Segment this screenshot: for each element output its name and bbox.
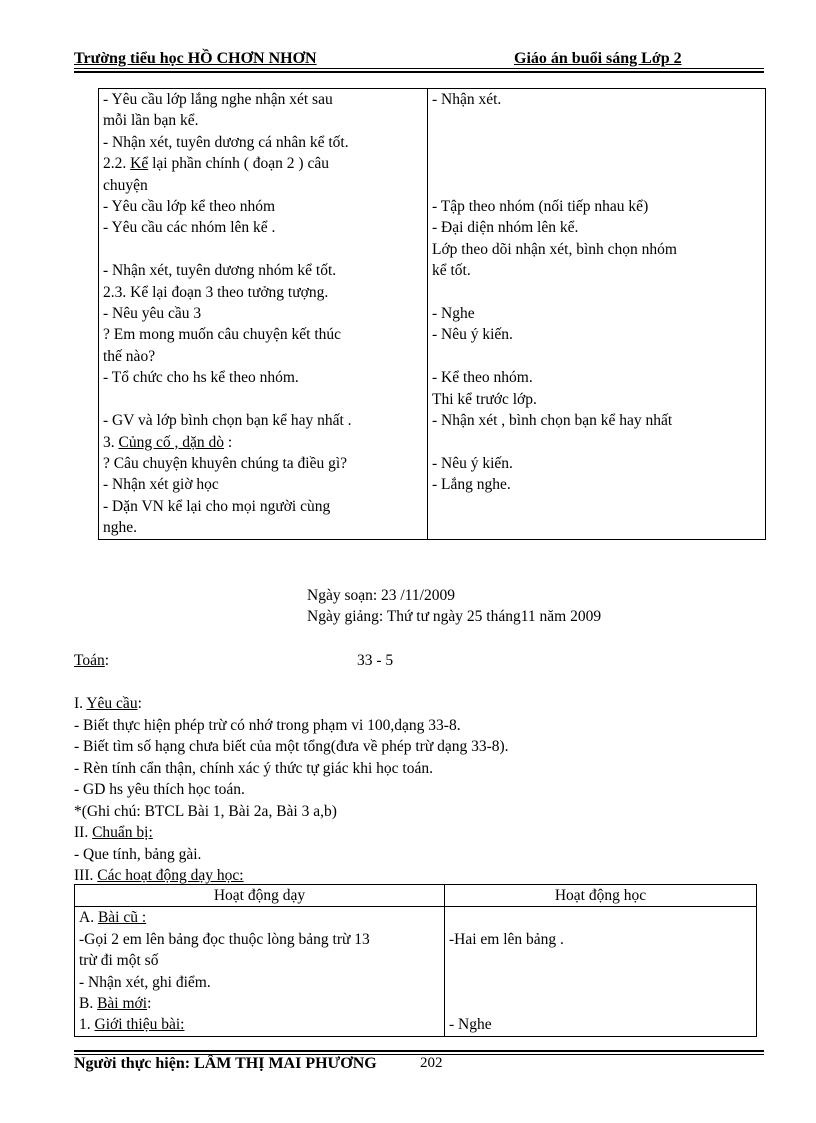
section-number: III. [74, 867, 94, 884]
table1-left-line: ? Câu chuyện khuyên chúng ta điều gì? [103, 454, 348, 472]
list-item: - Biết tìm số hạng chưa biết của một tổng(đưa về phép trừ dạng 33-8). [74, 738, 509, 755]
column-header: Hoạt động dạy [75, 885, 445, 907]
table-row [75, 907, 757, 1036]
table1-right-line: - Tập theo nhóm (nối tiếp nhau kể) [432, 198, 649, 216]
table2-right-cell [445, 907, 757, 1036]
table1-left-line: - Nhận xét giờ học [103, 476, 219, 494]
date-prepared [307, 585, 455, 607]
table1-right-line: - Nêu ý kiến. [432, 454, 513, 472]
table2-left-line: -Gọi 2 em lên bảng đọc thuộc lòng bảng trừ 13 [79, 930, 370, 948]
table2-left-line: - Nhận xét, ghi điểm. [79, 973, 211, 991]
table1-left-line: - GV và lớp bình chọn bạn kể hay nhất . [103, 412, 352, 430]
table1-right-line: - Lắng nghe. [432, 476, 511, 494]
list-item: - Que tính, bảng gài. [74, 845, 202, 863]
teacher-name: Người thực hiện: LÂM THỊ MAI PHƯƠNG [74, 1055, 377, 1072]
table1-right-line: kể tốt. [432, 262, 471, 280]
list-item: - GD hs yêu thích học toán. [74, 781, 245, 798]
table2-right-line [449, 950, 756, 971]
table-header-row [75, 885, 757, 907]
page-number: 202 [420, 1055, 443, 1071]
school-name: Trường tiểu học HỒ CHƠN NHƠN [74, 50, 317, 67]
heading-underlined: Kể [130, 155, 149, 173]
table1-right-line: Lớp theo dõi nhận xét, bình chọn nhóm [432, 240, 677, 258]
activity-table-1 [98, 88, 766, 540]
table-row [99, 89, 766, 540]
table1-left-line: - Dặn VN kể lại cho mọi người cùng [103, 497, 331, 515]
table2-left-line: B. Bài mới: [79, 995, 152, 1013]
table1-right-line: - Nhận xét , bình chọn bạn kể hay nhất [432, 412, 673, 430]
table1-right-line [432, 496, 765, 517]
table2-right-line [449, 993, 756, 1014]
table1-right-line: Thi kể trước lớp. [432, 390, 537, 408]
heading-underlined: Bài cũ : [97, 909, 147, 927]
table2-left-line: trừ đi một số [79, 952, 159, 970]
table1-left-line: mỗi lần bạn kể. [103, 112, 199, 130]
table1-left-line: chuyện [103, 176, 148, 194]
table1-right-line: - Nhận xét. [432, 91, 502, 108]
lesson-subject [74, 650, 109, 672]
section-title: Các hoạt động dạy học: [97, 867, 244, 884]
column-header: Hoạt động học [445, 885, 757, 907]
table1-right-line: - Kể theo nhóm. [432, 369, 533, 387]
date-taught-value: Thứ tư ngày 25 tháng11 năm 2009 [386, 608, 602, 625]
table1-left-line: thế nào? [103, 347, 156, 365]
table1-left-line: 2.3. Kể lại đoạn 3 theo tưởng tượng. [103, 283, 329, 301]
date-taught [307, 606, 601, 628]
table2-left-cell [75, 907, 445, 1036]
section-heading [74, 822, 764, 844]
section-heading [74, 693, 764, 715]
table1-left-line: - Nhận xét, tuyên dương cá nhân kể tốt. [103, 133, 349, 151]
date-taught-label: Ngày giảng: [307, 608, 384, 625]
table1-left-line: - Nhận xét, tuyên dương nhóm kể tốt. [103, 262, 337, 280]
section-colon: : [137, 695, 142, 712]
section-number: I. [74, 695, 84, 712]
header-rule [74, 68, 764, 69]
header-rule-thick [74, 71, 764, 73]
lesson-title: 33 - 5 [357, 652, 394, 669]
table2-right-line: -Hai em lên bảng . [449, 930, 564, 948]
list-item: - Rèn tính cẩn thận, chính xác ý thức tự giác khi học toán. [74, 759, 433, 777]
footer-rule-thick [74, 1050, 764, 1052]
table2-right-line: - Nghe [449, 1016, 492, 1034]
table1-left-line [103, 239, 427, 260]
table1-left-line: - Yêu cầu các nhóm lên kể . [103, 219, 276, 237]
table1-right-line: - Nêu ý kiến. [432, 326, 513, 344]
table1-left-line [103, 389, 427, 410]
table1-left-line: - Tổ chức cho hs kể theo nhóm. [103, 369, 299, 387]
table1-right-line [432, 432, 765, 453]
table1-right-line [432, 110, 765, 131]
plan-title: Giáo án buổi sáng Lớp 2 [514, 50, 682, 67]
list-item: *(Ghi chú: BTCL Bài 1, Bài 2a, Bài 3 a,b) [74, 802, 337, 820]
table2-left-line: A. Bài cũ : [79, 909, 147, 927]
subject-colon: : [104, 652, 110, 669]
activity-table-2 [74, 884, 757, 1037]
table1-left-line: ? Em mong muốn câu chuyện kết thúc [103, 326, 342, 344]
table1-right-cell [428, 89, 766, 540]
heading-underlined: Củng cố , dặn dò [118, 433, 224, 451]
section-number: II. [74, 824, 89, 841]
section-title: Yêu cầu [86, 695, 138, 712]
table2-right-line [449, 907, 756, 928]
heading-underlined: Giới thiệu bài: [94, 1016, 185, 1034]
table1-left-line: 2.2. Kể lại phần chính ( đoạn 2 ) câu [103, 155, 329, 173]
table1-right-line: - Đại diện nhóm lên kể. [432, 219, 579, 237]
table1-right-line [432, 282, 765, 303]
table1-right-line [432, 153, 765, 174]
subject-name: Toán [74, 652, 105, 669]
table1-left-line: - Yêu cầu lớp lắng nghe nhận xét sau [103, 91, 333, 108]
heading-underlined: Bài mới [97, 995, 148, 1013]
table1-left-line: nghe. [103, 519, 138, 537]
table2-right-line [449, 972, 756, 993]
table1-right-line [432, 346, 765, 367]
date-prepared-label: Ngày soạn: [307, 587, 378, 604]
table1-right-line [432, 517, 765, 538]
table2-left-line: 1. Giới thiệu bài: [79, 1016, 185, 1034]
section-title: Chuẩn bị: [92, 824, 153, 841]
list-item: - Biết thực hiện phép trừ có nhớ trong phạm vi 100,dạng 33-8. [74, 716, 461, 734]
table1-right-line [432, 132, 765, 153]
table1-left-cell [99, 89, 428, 540]
date-prepared-value: 23 /11/2009 [381, 587, 455, 604]
table1-left-line: - Yêu cầu lớp kể theo nhóm [103, 198, 276, 216]
table1-right-line: - Nghe [432, 305, 475, 323]
table1-right-line [432, 175, 765, 196]
table1-left-line: 3. Củng cố , dặn dò : [103, 433, 233, 451]
table1-left-line: - Nêu yêu cầu 3 [103, 305, 202, 323]
lesson-body [74, 693, 764, 887]
